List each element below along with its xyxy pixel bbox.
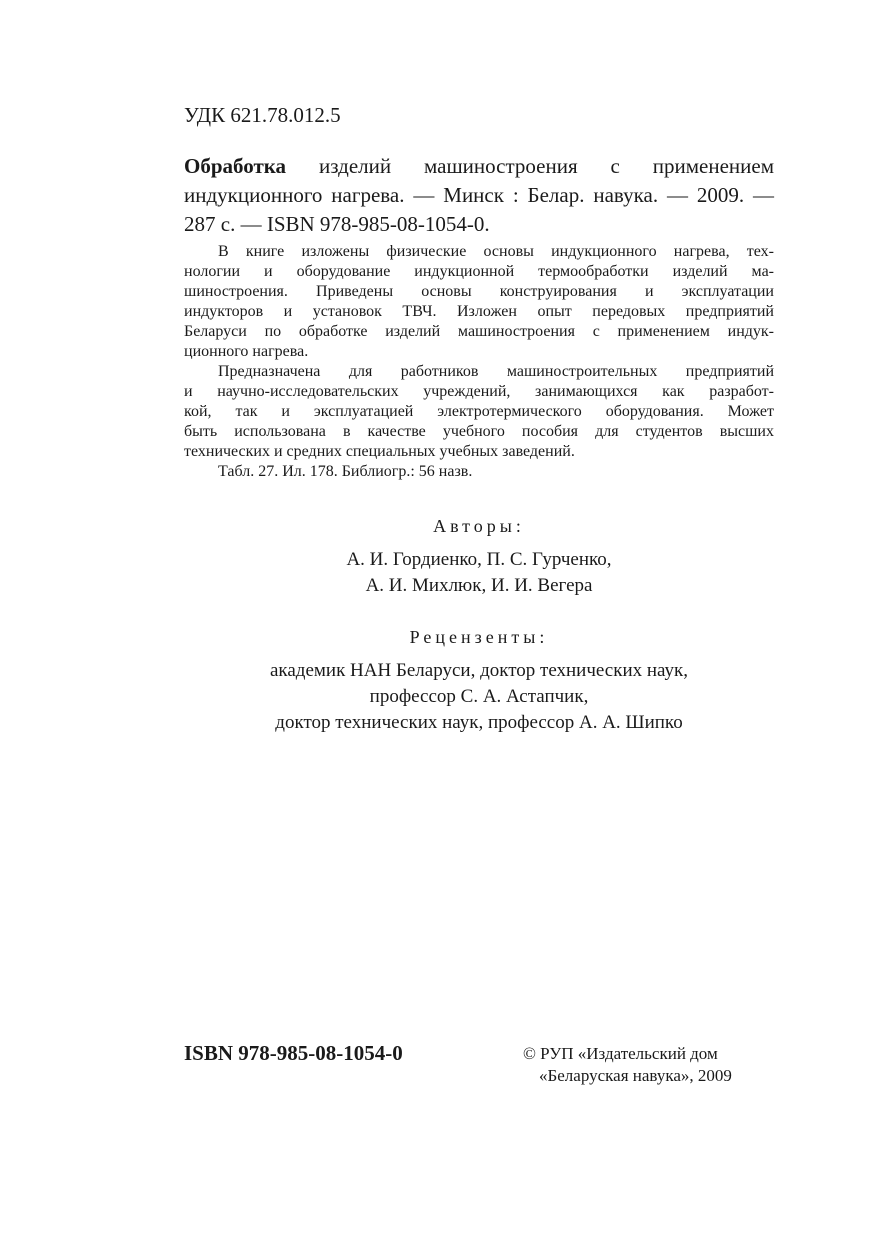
- title-line-2: индукционного нагрева. — Минск : Белар. навука. — 2009. —: [184, 183, 774, 207]
- authors-section: [184, 514, 774, 599]
- copyright-notice: [523, 1043, 732, 1087]
- copyright-line-2: «Беларуская навука», 2009: [539, 1066, 732, 1085]
- title-bold-word: Обработка: [184, 154, 287, 178]
- abstract-p1-line: Беларуси по обработке изделий машиностроения с применением индук-: [184, 323, 774, 340]
- reviewers-line-3: доктор технических наук, профессор А. А. Шипко: [275, 712, 683, 733]
- udk-code: УДК 621.78.012.5: [184, 103, 341, 127]
- abstract-p2-line: быть использована в качестве учебного пособия для студентов высших: [184, 423, 774, 440]
- reviewers-section: [184, 625, 774, 736]
- abstract-p2-line: Предназначена для работников машиностроительных предприятий: [218, 363, 774, 380]
- abstract-p1-line: нологии и оборудование индукционной термообработки изделий ма-: [184, 263, 774, 280]
- authors-line-1: А. И. Гордиенко, П. С. Гурченко,: [346, 549, 612, 570]
- authors-line-2: А. И. Михлюк, И. И. Вегера: [365, 575, 593, 596]
- copyright-line-1: © РУП «Издательский дом: [523, 1044, 718, 1063]
- abstract-p2-line: кой, так и эксплуатацией электротермического оборудования. Может: [184, 403, 774, 420]
- reviewers-line-2: профессор С. А. Астапчик,: [369, 686, 589, 707]
- isbn-number: ISBN 978-985-08-1054-0: [184, 1041, 403, 1065]
- abstract: [184, 242, 774, 482]
- abstract-p1-line: индукторов и установок ТВЧ. Изложен опыт передовых предприятий: [184, 303, 774, 320]
- title-line-1: [184, 152, 774, 181]
- title-line-3: 287 с. — ISBN 978-985-08-1054-0.: [184, 212, 490, 236]
- bibliographic-record: [184, 152, 774, 239]
- abstract-p2-line: технических и средних специальных учебных заведений.: [184, 443, 575, 460]
- abstract-p2-line: и научно-исследовательских учреждений, занимающихся как разработ-: [184, 383, 774, 400]
- title-line-1-rest: изделий машиностроения с применением: [286, 154, 774, 178]
- abstract-p1-line: шиностроения. Приведены основы конструирования и эксплуатации: [184, 283, 774, 300]
- abstract-p1-line: ционного нагрева.: [184, 343, 309, 360]
- reviewers-heading: Рецензенты:: [409, 627, 549, 647]
- abstract-p1-line: В книге изложены физические основы индукционного нагрева, тех-: [218, 243, 774, 260]
- abstract-counts: Табл. 27. Ил. 178. Библиогр.: 56 назв.: [218, 463, 473, 480]
- authors-heading: Авторы:: [433, 516, 525, 536]
- reviewers-line-1: академик НАН Беларуси, доктор технических наук,: [269, 660, 689, 681]
